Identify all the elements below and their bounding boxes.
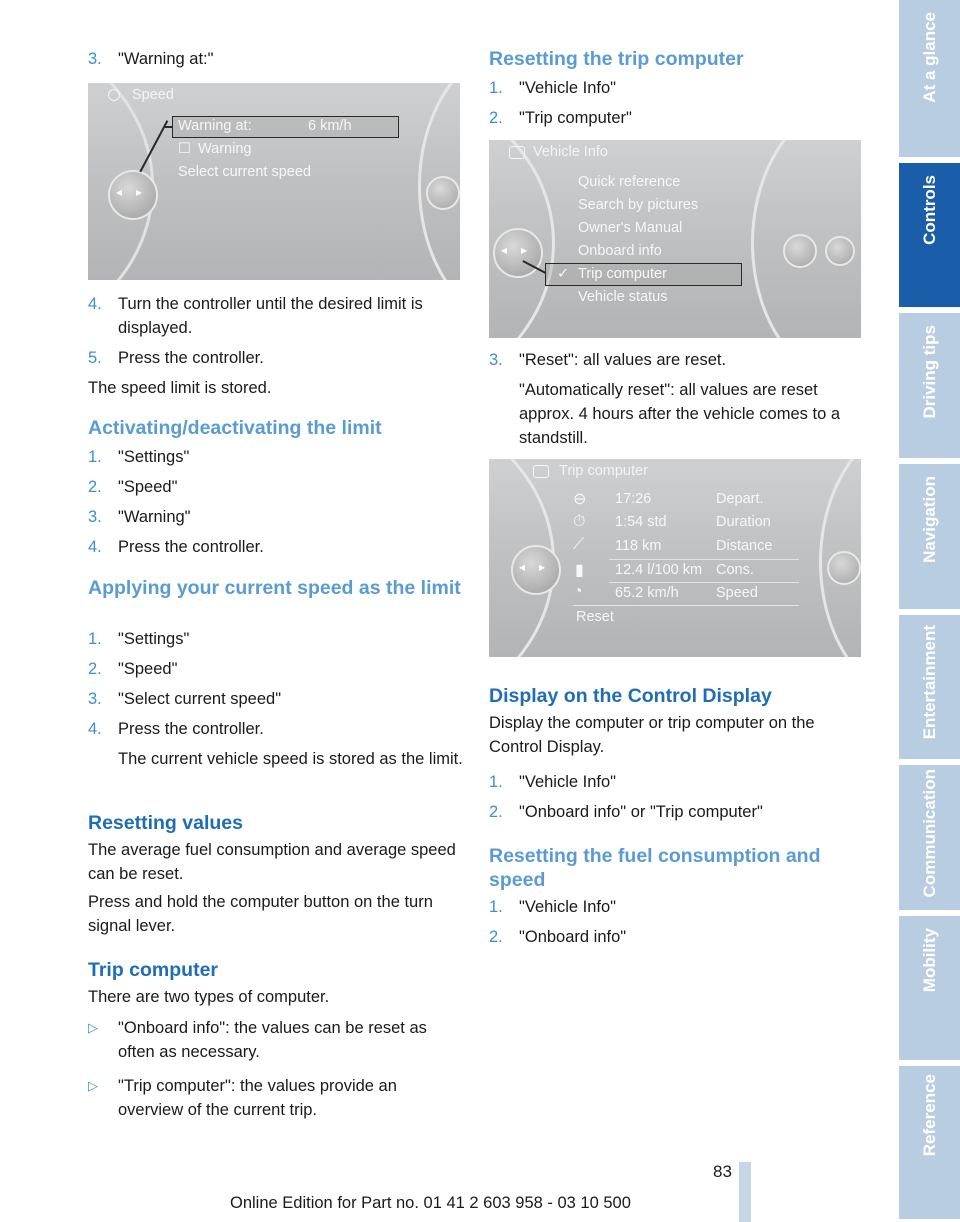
activating-step-1: 1. "Settings" xyxy=(88,448,190,466)
tab-controls[interactable]: Controls xyxy=(899,163,960,310)
chapter-sidebar xyxy=(899,0,960,1222)
depart-label: Depart. xyxy=(716,491,764,507)
applying-step-4-note: The current vehicle speed is stored as the limit. xyxy=(118,750,463,768)
stored-note: The speed limit is stored. xyxy=(88,379,272,397)
tab-at-a-glance[interactable]: At a glance xyxy=(899,0,960,160)
trip-computer-intro: There are two types of computer. xyxy=(88,988,330,1006)
trip-computer-heading: Trip computer xyxy=(88,959,219,981)
consumption-label: Cons. xyxy=(716,562,754,578)
fuel-pump-icon: ▮ xyxy=(575,562,584,579)
page-number: 83 xyxy=(713,1162,732,1181)
tab-driving-tips[interactable]: Driving tips xyxy=(899,313,960,461)
side-button xyxy=(827,551,861,585)
speed-label: Speed xyxy=(716,585,758,601)
rt-step-2: 2. "Trip computer" xyxy=(489,109,632,127)
car-icon xyxy=(533,465,549,478)
row-separator xyxy=(609,582,799,583)
speed-screen xyxy=(88,83,460,280)
fuel-step-2: 2. "Onboard info" xyxy=(489,928,627,946)
menu-trip-computer: Trip computer xyxy=(578,266,667,282)
duration-label: Duration xyxy=(716,514,771,530)
display-step-1: 1. "Vehicle Info" xyxy=(489,773,617,791)
rt-step-1: 1. "Vehicle Info" xyxy=(489,79,617,97)
bullet-trip-computer: ▷ "Trip computer": the values provide an overview of the current trip. xyxy=(88,1077,397,1119)
menu-search-by-pictures: Search by pictures xyxy=(578,197,699,213)
applying-step-4: 4. Press the controller. The current vehicle speed is stored as the limit. xyxy=(88,717,463,771)
depart-clock-icon: ⊖ xyxy=(573,491,587,508)
screen-title: Trip computer xyxy=(559,463,648,479)
duration-value: 1:54 std xyxy=(615,514,667,530)
speed-value: 65.2 km/h xyxy=(615,585,679,601)
footer-edition: Online Edition for Part no. 01 41 2 603 958 - 03 10 500 xyxy=(230,1194,631,1212)
activating-step-4: 4. Press the controller. xyxy=(88,538,264,556)
warning-at-value: 6 km/h xyxy=(308,118,352,134)
fuel-step-1: 1. "Vehicle Info" xyxy=(489,898,617,916)
applying-step-3: 3. "Select current speed" xyxy=(88,690,282,708)
tab-entertainment[interactable]: Entertainment xyxy=(899,615,960,762)
side-button xyxy=(426,176,460,210)
applying-heading: Applying your current speed as the limit xyxy=(88,577,461,599)
applying-step-2: 2. "Speed" xyxy=(88,660,178,678)
step-5: 5. Press the controller. xyxy=(88,349,264,367)
side-button-2 xyxy=(825,236,855,266)
distance-label: Distance xyxy=(716,538,773,554)
screen-title: Speed xyxy=(132,87,174,103)
resetting-values-p1: The average fuel consumption and average speed can be reset. xyxy=(88,841,456,883)
tab-communication[interactable]: Communication xyxy=(899,765,960,913)
tab-navigation[interactable]: Navigation xyxy=(899,464,960,612)
resetting-values-p2: Press and hold the computer button on the turn signal lever. xyxy=(88,893,433,935)
car-icon xyxy=(509,146,525,159)
check-icon: ✓ xyxy=(557,266,570,282)
menu-quick-reference: Quick reference xyxy=(578,174,681,190)
speedometer-icon: ◔ xyxy=(573,583,583,600)
row-separator xyxy=(573,605,799,606)
rt-step-3: 3. "Reset": all values are reset. "Automatically reset": all values are reset approx. 4 hours after the vehicle comes to a standstill. xyxy=(489,348,864,450)
resetting-trip-computer-heading: Resetting the trip computer xyxy=(489,48,744,70)
display-step-2: 2. "Onboard info" or "Trip computer" xyxy=(489,803,763,821)
reset-option: Reset xyxy=(576,609,614,625)
applying-step-1: 1. "Settings" xyxy=(88,630,190,648)
tab-reference[interactable]: Reference xyxy=(899,1066,960,1222)
activating-step-2: 2. "Speed" xyxy=(88,478,178,496)
step-4: 4. Turn the controller until the desired limit is displayed. xyxy=(88,295,423,337)
leader-line-h xyxy=(165,126,173,128)
menu-vehicle-status: Vehicle status xyxy=(578,289,668,305)
display-heading: Display on the Control Display xyxy=(489,685,772,707)
display-paragraph: Display the computer or trip computer on the Control Display. xyxy=(489,714,815,756)
row-separator xyxy=(609,559,799,560)
depart-value: 17:26 xyxy=(615,491,652,507)
controller-knob: ◂ ▸ xyxy=(511,545,561,595)
activating-step-3: 3. "Warning" xyxy=(88,508,191,526)
activating-heading: Activating/deactivating the limit xyxy=(88,417,382,439)
fuel-reset-heading: Resetting the fuel consumption and speed xyxy=(489,845,821,891)
distance-value: 118 km xyxy=(615,538,662,554)
warning-option: Warning xyxy=(198,141,252,157)
menu-owners-manual: Owner's Manual xyxy=(578,220,683,236)
resetting-values-heading: Resetting values xyxy=(88,812,243,834)
vehicle-info-screen xyxy=(489,140,861,338)
page-marker-bar xyxy=(739,1162,751,1222)
controller-knob: ◂ ▸ xyxy=(108,170,158,220)
checkbox-icon: ☐ xyxy=(178,141,191,157)
stopwatch-icon: ⏱ xyxy=(573,513,586,530)
menu-onboard-info: Onboard info xyxy=(578,243,662,259)
bullet-onboard-info: ▷ "Onboard info": the values can be reset as often as necessary. xyxy=(88,1019,427,1061)
warning-at-label: Warning at: xyxy=(178,118,252,134)
controller-knob: ◂ ▸ xyxy=(493,228,543,278)
select-current-speed-option: Select current speed xyxy=(178,164,311,180)
distance-road-icon: ⟋ xyxy=(573,536,585,553)
consumption-value: 12.4 l/100 km xyxy=(615,562,703,578)
side-button xyxy=(783,234,817,268)
step-3-warning-at: 3. "Warning at:" xyxy=(88,50,214,68)
gear-icon xyxy=(108,89,120,101)
tab-mobility[interactable]: Mobility xyxy=(899,916,960,1063)
trip-computer-screen xyxy=(489,459,861,657)
rt-step-3-note: "Automatically reset": all values are reset approx. 4 hours after the vehicle comes to a standstill. xyxy=(519,381,841,447)
screen-title: Vehicle Info xyxy=(533,144,608,160)
